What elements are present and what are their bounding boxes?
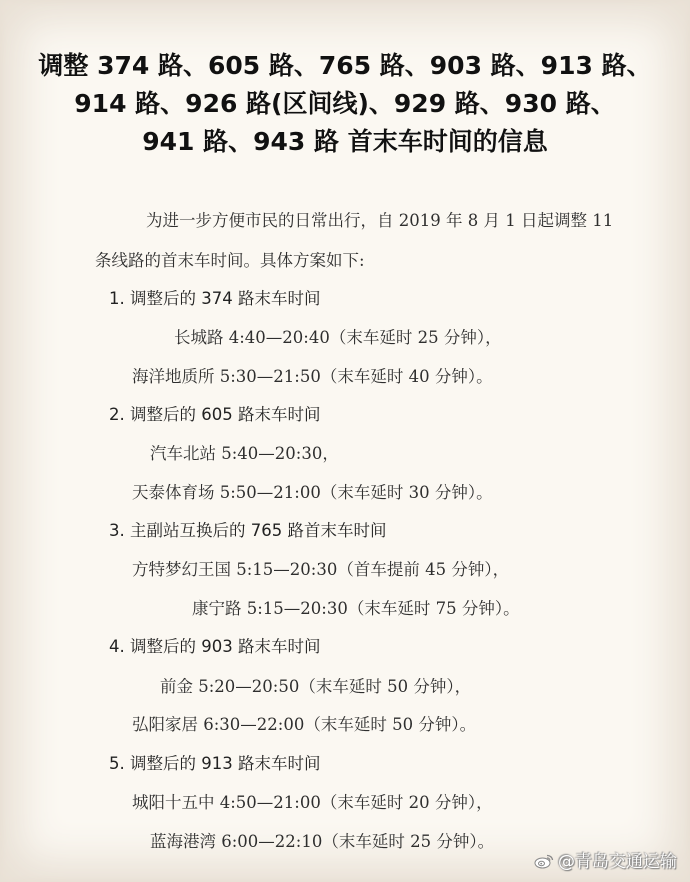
watermark [534, 851, 677, 873]
intro-paragraph-line-2: 条线路的首末车时间。具体方案如下: [95, 251, 365, 270]
schedule-entry: 蓝海港湾 6:00—22:10（末车延时 25 分钟）。 [150, 832, 495, 851]
schedule-entry: 前金 5:20—20:50（末车延时 50 分钟）， [160, 677, 472, 696]
schedule-entry: 汽车北站 5:40—20:30， [150, 444, 339, 463]
section-heading-605: 2. 调整后的 605 路末车时间 [109, 405, 321, 424]
schedule-entry: 天泰体育场 5:50—21:00（末车延时 30 分钟）。 [132, 483, 493, 502]
schedule-entry: 海洋地质所 5:30—21:50（末车延时 40 分钟）。 [132, 367, 493, 386]
schedule-entry: 弘阳家居 6:30—22:00（末车延时 50 分钟）。 [132, 715, 477, 734]
document-title-line-3: 941 路、943 路 首末车时间的信息 [142, 127, 548, 156]
schedule-entry: 康宁路 5:15—20:30（末车延时 75 分钟）。 [192, 599, 520, 618]
schedule-entry: 城阳十五中 4:50—21:00（末车延时 20 分钟）， [132, 793, 493, 812]
document-title-line-2: 914 路、926 路(区间线)、929 路、930 路、 [74, 89, 616, 118]
schedule-entry: 长城路 4:40—20:40（末车延时 25 分钟）， [174, 328, 502, 347]
intro-paragraph-line-1: 为进一步方便市民的日常出行，自 2019 年 8 月 1 日起调整 11 [146, 211, 614, 230]
watermark-text: @青岛交通运输 [558, 852, 677, 872]
section-heading-903: 4. 调整后的 903 路末车时间 [109, 637, 321, 656]
section-heading-765: 3. 主副站互换后的 765 路首末车时间 [109, 521, 387, 540]
section-heading-374: 1. 调整后的 374 路末车时间 [109, 289, 321, 308]
weibo-icon [534, 853, 554, 869]
section-heading-913: 5. 调整后的 913 路末车时间 [109, 754, 321, 773]
schedule-entry: 方特梦幻王国 5:15—20:30（首车提前 45 分钟）， [132, 560, 510, 579]
document-title-line-1: 调整 374 路、605 路、765 路、903 路、913 路、 [38, 51, 652, 80]
